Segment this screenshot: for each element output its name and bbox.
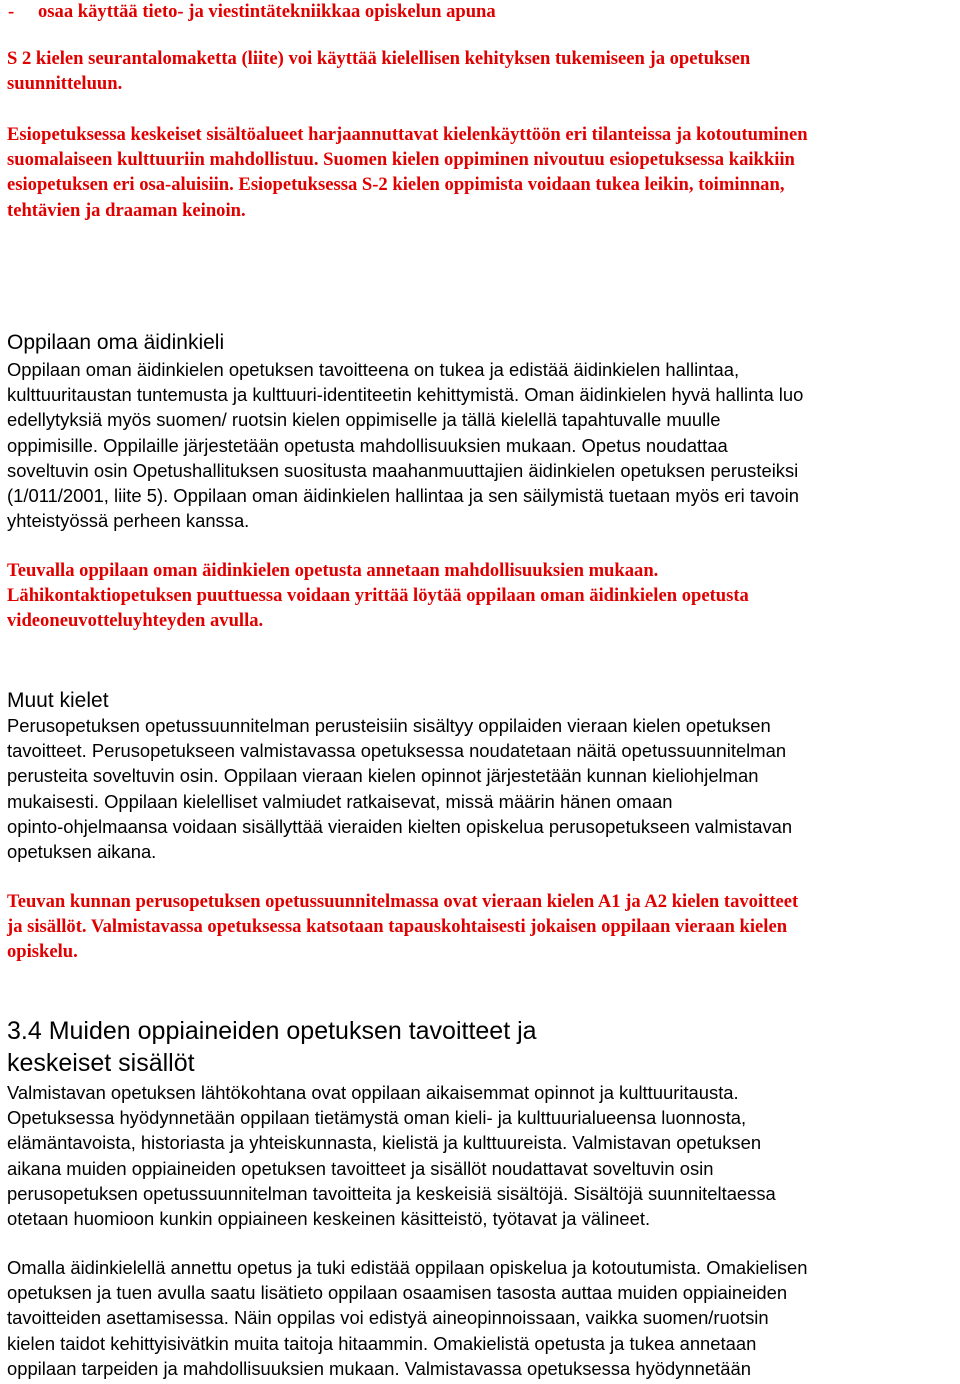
paragraph-line: soveltuvin osin Opetushallituksen suositusta maahanmuuttajien äidinkielen opetuksen perusteiksi [7,459,799,481]
s2-paragraph [7,46,750,96]
paragraph-line: Teuvan kunnan perusopetuksen opetussuunnitelmassa ovat vieraan kielen A1 ja A2 kielen tavoitteet [7,891,799,912]
paragraph-line: Omalla äidinkielellä annettu opetus ja tuki edistää oppilaan opiskelua ja kotoutumista. Omakielisen [7,1257,808,1278]
paragraph-line: mukaisesti. Oppilaan kielelliset valmiudet ratkaisevat, missä määrin hänen omaan [7,790,673,812]
other-languages-paragraph [7,713,792,864]
preschool-paragraph [7,122,808,223]
mother-tongue-paragraph [7,357,803,533]
section-3-4-paragraph [7,1080,776,1231]
paragraph-line: Opetuksessa hyödynnetään oppilaan tietämystä oman kieli- ja kulttuurialueensa luonnosta, [7,1107,747,1129]
paragraph-line: videoneuvotteluyhteyden avulla. [7,610,264,632]
paragraph-line: suunnitteluun. [7,73,123,95]
paragraph-line: opinto-ohjelmaansa voidaan sisällyttää vieraiden kielten opiskelua perusopetukseen valmistavan [7,815,793,837]
paragraph-line: tavoitteet. Perusopetukseen valmistavassa opetuksessa noudatetaan näitä opetussuunnitelman [7,740,787,762]
paragraph-line: opiskelu. [7,941,78,963]
section-3-4-heading [7,1015,537,1079]
paragraph-line: oppilaan tarpeiden ja mahdollisuuksien mukaan. Valmistavassa opetuksessa hyödynnetään [7,1357,751,1379]
paragraph-line: kulttuuritaustan tuntemusta ja kulttuuri-identiteetin kehittymistä. Oman äidinkielen hyvä hallinta luo [7,384,804,406]
paragraph-line: kielen taidot kehittyisivätkin muita taitoja hitaammin. Omakielistä opetusta ja tukea annetaan [7,1332,757,1354]
paragraph-line: yhteistyössä perheen kanssa. [7,510,250,532]
paragraph-line: perusteita soveltuvin osin. Oppilaan vieraan kielen opinnot järjestetään kunnan kieliohjelman [7,765,759,787]
paragraph-line: edellytyksiä myös suomen/ ruotsin kielen oppimiselle ja tällä kielellä tapahtuvalle muulle [7,409,721,431]
paragraph-line: Valmistavan opetuksen lähtökohtana ovat oppilaan aikaisemmat opinnot ja kulttuuritausta. [7,1082,739,1103]
paragraph-line: Lähikontaktiopetuksen puuttuessa voidaan yrittää löytää oppilaan oman äidinkielen opetusta [7,585,749,607]
paragraph-line: ja sisällöt. Valmistavassa opetuksessa katsotaan tapauskohtaisesti jokaisen oppilaan vieraan kielen [7,916,788,938]
paragraph-line: perusopetuksen opetussuunnitelman tavoitteita ja keskeisiä sisältöjä. Sisältöjä suunniteltaessa [7,1182,776,1204]
heading-line: keskeiset sisällöt [7,1049,195,1077]
bullet-text: osaa käyttää tieto- ja viestintätekniikkaa opiskelun apuna [38,1,496,22]
paragraph-line: aikana muiden oppiaineiden opetuksen tavoitteet ja sisällöt noudattavat soveltuvin osin [7,1157,714,1179]
paragraph-line: Oppilaan oman äidinkielen opetuksen tavoitteena on tukea ja edistää äidinkielen hallintaa, [7,359,740,380]
paragraph-line: (1/011/2001, liite 5). Oppilaan oman äidinkielen hallintaa ja sen säilymistä tuetaan myös eri tavoin [7,485,799,507]
paragraph-line: tehtävien ja draaman keinoin. [7,199,246,221]
paragraph-line: esiopetuksen eri osa-aluisiin. Esiopetuksessa S-2 kielen oppimista voidaan tukea leikin, toiminnan, [7,174,785,196]
bullet-item [8,0,496,24]
mother-tongue-heading: Oppilaan oma äidinkieli [7,331,225,354]
teuva-mother-tongue-paragraph [7,558,749,634]
paragraph-line: otetaan huomioon kunkin oppiaineen keskeinen käsitteistö, työtavat ja välineet. [7,1208,651,1230]
paragraph-line: Perusopetuksen opetussuunnitelman perusteisiin sisältyy oppilaiden vieraan kielen opetuksen [7,715,771,736]
heading-line: 3.4 Muiden oppiaineiden opetuksen tavoitteet ja [7,1017,537,1045]
paragraph-line: Esiopetuksessa keskeiset sisältöalueet harjaannuttavat kielenkäyttöön eri tilanteissa ja kotoutuminen [7,124,808,145]
teuva-other-languages-paragraph [7,889,798,965]
other-languages-heading: Muut kielet [7,689,109,712]
paragraph-line: Teuvalla oppilaan oman äidinkielen opetusta annetaan mahdollisuuksien mukaan. [7,560,659,581]
section-3-4-second-paragraph [7,1255,807,1381]
paragraph-line: opetuksen aikana. [7,841,157,863]
paragraph-line: S 2 kielen seurantalomaketta (liite) voi käyttää kielellisen kehityksen tukemiseen ja opetuksen [7,48,751,69]
paragraph-line: oppimisille. Oppilaille järjestetään opetusta mahdollisuuksien mukaan. Opetus noudattaa [7,434,728,456]
paragraph-line: tavoitteiden asettamisessa. Näin oppilas voi edistyä aineopinnoissaan, vaikka suomen/ruotsin [7,1307,769,1329]
bullet-marker: - [8,1,15,22]
paragraph-line: elämäntavoista, historiasta ja yhteiskunnasta, kielistä ja kulttuureista. Valmistavan opetuksen [7,1132,762,1154]
paragraph-line: suomalaiseen kulttuuriin mahdollistuu. Suomen kielen oppiminen nivoutuu esiopetuksessa kaikkiin [7,149,795,171]
paragraph-line: opetuksen ja tuen avulla saatu lisätieto oppilaan osaamisen tasosta auttaa muiden oppiaineiden [7,1282,788,1304]
